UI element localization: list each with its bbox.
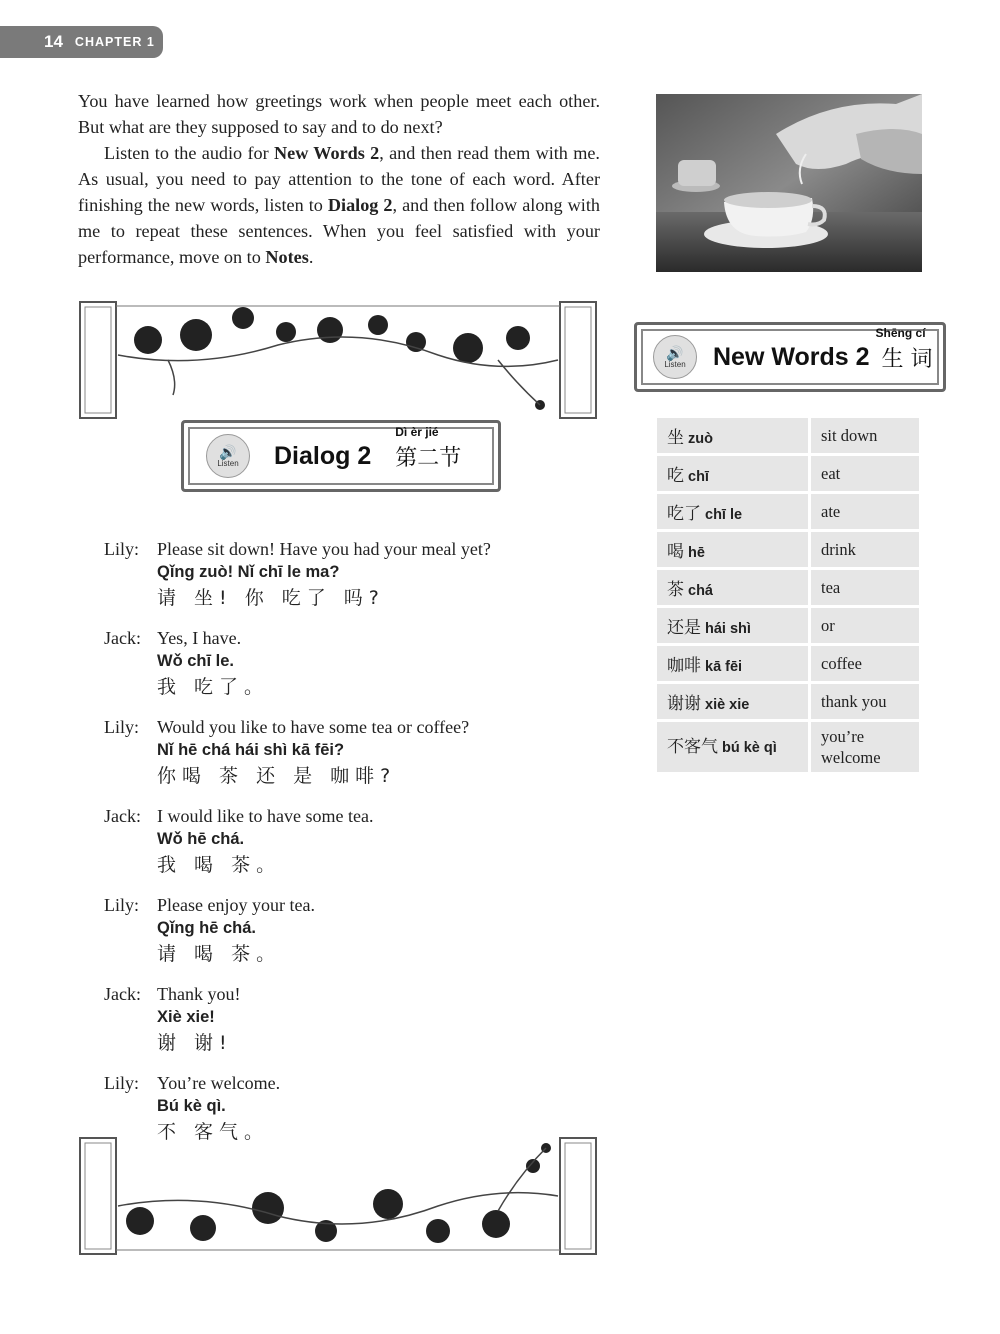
vocab-meaning: drink <box>811 532 919 567</box>
vocab-pinyin: bú kè qì <box>722 739 777 756</box>
english-line: You’re welcome. <box>157 1073 281 1093</box>
chinese-line: 我 吃了。 <box>157 676 270 698</box>
tea-photo <box>656 94 922 272</box>
vocab-chinese: 咖啡 <box>667 656 701 676</box>
dialog-line <box>104 716 604 791</box>
vocab-meaning: tea <box>811 570 919 605</box>
vocab-chinese: 吃 <box>667 466 684 486</box>
vocab-pinyin: xiè xie <box>705 697 750 713</box>
chapter-label: CHAPTER 1 <box>74 35 155 49</box>
pinyin-line: Wǒ chī le. <box>157 652 235 670</box>
chinese-line: 请 喝 茶。 <box>157 943 282 965</box>
intro-paragraph-1: You have learned how greetings work when people meet each other. But what are they supposed to say and to do next? <box>78 91 600 137</box>
vocab-table <box>657 415 919 775</box>
new-words-chinese-title: Shēng cí 生 词 <box>875 325 933 372</box>
vocab-word <box>657 494 811 529</box>
english-line: Please enjoy your tea. <box>157 895 315 915</box>
pinyin-line: Wǒ hē chá. <box>157 830 245 848</box>
listen-button[interactable]: 🔊 Listen <box>206 434 250 478</box>
vocab-pinyin: chá <box>688 583 713 599</box>
vocab-pinyin: chī <box>688 469 709 485</box>
new-words-2-label <box>634 322 946 392</box>
speaker-name: Jack: <box>104 628 141 648</box>
english-line: Thank you! <box>157 984 241 1004</box>
english-line: Please sit down! Have you had your meal yet? <box>157 539 491 559</box>
dialog-line <box>104 627 604 702</box>
vocab-row <box>657 494 919 529</box>
chinese-line: 我 喝 茶。 <box>157 854 282 876</box>
vocab-word <box>657 570 811 605</box>
vocab-meaning: you’re welcome <box>811 722 919 772</box>
vocab-pinyin: hái shì <box>705 621 751 637</box>
english-line: Would you like to have some tea or coffee? <box>157 717 470 737</box>
pinyin-line: Bú kè qì. <box>157 1097 226 1115</box>
chinese-line: 不 客气。 <box>157 1121 270 1143</box>
dialog-chinese-title: Dì èr jié 第二节 <box>395 424 462 471</box>
dialog-title: Dialog 2 <box>274 441 372 470</box>
vocab-chinese: 喝 <box>667 542 684 562</box>
vocab-chinese: 不客气 <box>667 736 718 757</box>
speaker-name: Lily: <box>104 895 139 915</box>
vocab-word <box>657 532 811 567</box>
page-number: 14 <box>44 32 63 51</box>
vocab-pinyin: zuò <box>688 431 713 447</box>
chinese-line: 谢 谢! <box>157 1032 233 1054</box>
dialog-line <box>104 805 604 880</box>
vocab-word <box>657 722 811 772</box>
vocab-meaning: eat <box>811 456 919 491</box>
vocab-chinese: 还是 <box>667 618 701 638</box>
new-words-pinyin: Shēng cí <box>875 325 926 340</box>
vocab-row <box>657 608 919 643</box>
dialog <box>104 538 604 1161</box>
vocab-word <box>657 608 811 643</box>
vocab-chinese: 谢谢 <box>667 694 701 714</box>
dialog-line <box>104 983 604 1058</box>
dialog-2-label <box>181 420 501 492</box>
chinese-line: 你喝 茶 还 是 咖啡? <box>157 765 397 787</box>
vocab-meaning: sit down <box>811 418 919 453</box>
vocab-row <box>657 646 919 681</box>
pinyin-line: Qǐng zuò! Nǐ chī le ma? <box>157 563 340 581</box>
vocab-row <box>657 418 919 453</box>
vocab-pinyin: kā fēi <box>705 659 743 675</box>
speaker-name: Lily: <box>104 539 139 559</box>
vocab-word <box>657 418 811 453</box>
vocab-meaning: coffee <box>811 646 919 681</box>
vocab-word <box>657 646 811 681</box>
speaker-icon: 🔊 <box>219 443 237 460</box>
vocab-chinese: 坐 <box>667 428 684 448</box>
vocab-pinyin: hē <box>688 545 705 561</box>
chapter-tab <box>0 26 163 58</box>
vocab-chinese: 吃了 <box>667 504 701 524</box>
dialog-line <box>104 538 604 613</box>
speaker-name: Lily: <box>104 717 139 737</box>
vocab-word <box>657 684 811 719</box>
pinyin-line: Xiè xie! <box>157 1008 215 1026</box>
vocab-meaning: or <box>811 608 919 643</box>
speaker-name: Lily: <box>104 1073 139 1093</box>
intro-paragraph-2: Listen to the audio for New Words 2, and then read them with me. As usual, you need to pay attention to the tone of each word. After finishing the new words, listen to Dialog 2, and then follow along with me to repeat these sentences. When you feel satisfied with your performance, move on to Notes. <box>78 143 600 267</box>
vocab-row <box>657 532 919 567</box>
vocab-chinese: 茶 <box>667 580 684 600</box>
vocab-row <box>657 684 919 719</box>
vocab-meaning: ate <box>811 494 919 529</box>
intro-text <box>78 88 600 270</box>
floral-border-bottom <box>78 1136 598 1256</box>
speaker-name: Jack: <box>104 984 141 1004</box>
pinyin-line: Qǐng hē chá. <box>157 919 257 937</box>
vocab-row <box>657 456 919 491</box>
pinyin-line: Nǐ hē chá hái shì kā fēi? <box>157 741 345 759</box>
speaker-icon: 🔊 <box>666 344 684 361</box>
listen-button[interactable]: 🔊 Listen <box>653 335 697 379</box>
english-line: Yes, I have. <box>157 628 242 648</box>
vocab-meaning: thank you <box>811 684 919 719</box>
speaker-name: Jack: <box>104 806 141 826</box>
vocab-row <box>657 570 919 605</box>
new-words-title: New Words 2 <box>713 342 870 371</box>
chinese-line: 请 坐! 你 吃了 吗? <box>157 587 385 609</box>
english-line: I would like to have some tea. <box>157 806 374 826</box>
dialog-pinyin: Dì èr jié <box>395 424 439 439</box>
vocab-row <box>657 722 919 772</box>
vocab-pinyin: chī le <box>705 507 743 523</box>
vocab-word <box>657 456 811 491</box>
dialog-line <box>104 894 604 969</box>
floral-border-top <box>78 300 598 420</box>
